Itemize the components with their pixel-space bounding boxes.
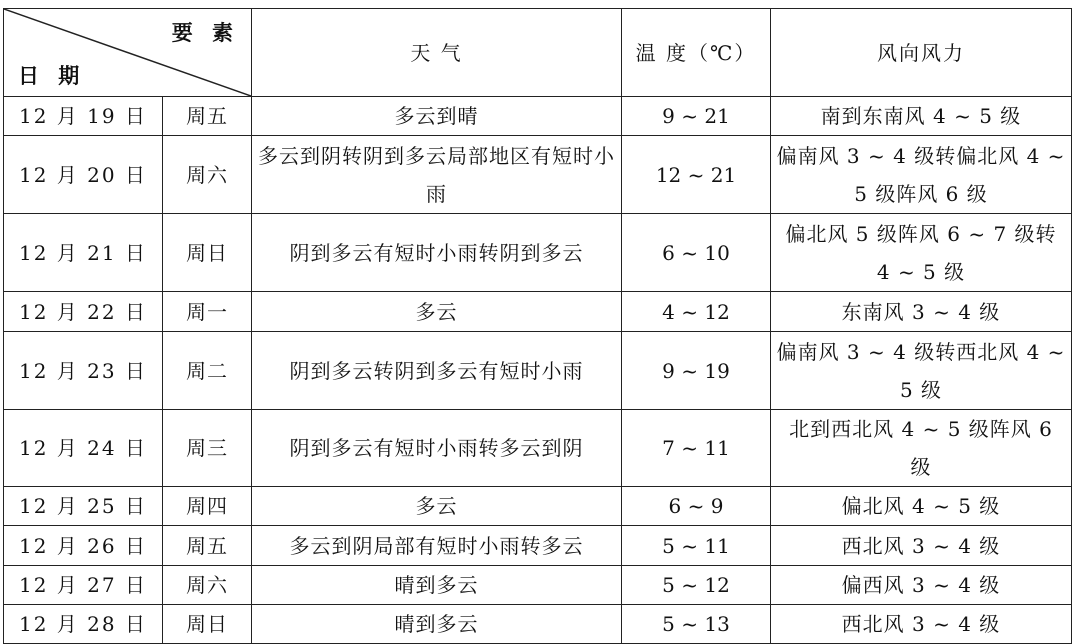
date-cell: 12 月 22 日	[4, 292, 163, 332]
weather-cell: 阴到多云有短时小雨转多云到阴	[252, 410, 622, 487]
date-cell: 12 月 19 日	[4, 97, 163, 136]
weekday-cell: 周六	[163, 136, 252, 214]
weather-cell: 晴到多云	[252, 605, 622, 644]
temperature-cell: 6 ~ 10	[622, 214, 771, 292]
table-row	[4, 214, 1072, 292]
header-wind: 风向风力	[771, 9, 1072, 97]
wind-cell: 偏南风 3 ~ 4 级转西北风 4 ~ 5 级	[771, 332, 1072, 410]
date-cell: 12 月 26 日	[4, 526, 163, 566]
date-cell: 12 月 28 日	[4, 605, 163, 644]
wind-cell: 北到西北风 4 ~ 5 级阵风 6 级	[771, 410, 1072, 487]
date-cell: 12 月 24 日	[4, 410, 163, 487]
table-row	[4, 292, 1072, 332]
weekday-cell: 周三	[163, 410, 252, 487]
temperature-cell: 9 ~ 19	[622, 332, 771, 410]
date-cell: 12 月 23 日	[4, 332, 163, 410]
weather-cell: 多云到晴	[252, 97, 622, 136]
table-row	[4, 410, 1072, 487]
forecast-body	[4, 97, 1072, 644]
header-temperature: 温 度（℃）	[622, 9, 771, 97]
header-row	[4, 9, 1072, 97]
weather-cell: 多云	[252, 292, 622, 332]
weather-cell: 阴到多云转阴到多云有短时小雨	[252, 332, 622, 410]
date-cell: 12 月 20 日	[4, 136, 163, 214]
wind-cell: 偏北风 4 ~ 5 级	[771, 487, 1072, 526]
weather-cell: 多云到阴转阴到多云局部地区有短时小雨	[252, 136, 622, 214]
table-row	[4, 97, 1072, 136]
table-row	[4, 136, 1072, 214]
wind-cell: 偏北风 5 级阵风 6 ~ 7 级转 4 ~ 5 级	[771, 214, 1072, 292]
header-element-label: 要 素	[171, 20, 239, 45]
temperature-cell: 9 ~ 21	[622, 97, 771, 136]
weather-cell: 晴到多云	[252, 566, 622, 605]
date-cell: 12 月 27 日	[4, 566, 163, 605]
table-row	[4, 526, 1072, 566]
weather-forecast-table	[3, 8, 1072, 644]
temperature-cell: 6 ~ 9	[622, 487, 771, 526]
header-date-label: 日 期	[18, 63, 86, 88]
wind-cell: 南到东南风 4 ~ 5 级	[771, 97, 1072, 136]
wind-cell: 偏南风 3 ~ 4 级转偏北风 4 ~ 5 级阵风 6 级	[771, 136, 1072, 214]
date-cell: 12 月 21 日	[4, 214, 163, 292]
weekday-cell: 周四	[163, 487, 252, 526]
weekday-cell: 周五	[163, 97, 252, 136]
weekday-cell: 周日	[163, 605, 252, 644]
table-row	[4, 566, 1072, 605]
weekday-cell: 周一	[163, 292, 252, 332]
temperature-cell: 5 ~ 11	[622, 526, 771, 566]
temperature-cell: 5 ~ 12	[622, 566, 771, 605]
wind-cell: 东南风 3 ~ 4 级	[771, 292, 1072, 332]
weekday-cell: 周五	[163, 526, 252, 566]
temperature-cell: 5 ~ 13	[622, 605, 771, 644]
wind-cell: 西北风 3 ~ 4 级	[771, 605, 1072, 644]
weekday-cell: 周日	[163, 214, 252, 292]
table-row	[4, 605, 1072, 644]
header-weather: 天 气	[252, 9, 622, 97]
temperature-cell: 12 ~ 21	[622, 136, 771, 214]
weekday-cell: 周六	[163, 566, 252, 605]
wind-cell: 偏西风 3 ~ 4 级	[771, 566, 1072, 605]
diagonal-header-cell	[4, 9, 252, 97]
table-row	[4, 487, 1072, 526]
temperature-cell: 7 ~ 11	[622, 410, 771, 487]
table-row	[4, 332, 1072, 410]
weekday-cell: 周二	[163, 332, 252, 410]
temperature-cell: 4 ~ 12	[622, 292, 771, 332]
date-cell: 12 月 25 日	[4, 487, 163, 526]
weather-cell: 阴到多云有短时小雨转阴到多云	[252, 214, 622, 292]
wind-cell: 西北风 3 ~ 4 级	[771, 526, 1072, 566]
weather-cell: 多云到阴局部有短时小雨转多云	[252, 526, 622, 566]
weather-cell: 多云	[252, 487, 622, 526]
